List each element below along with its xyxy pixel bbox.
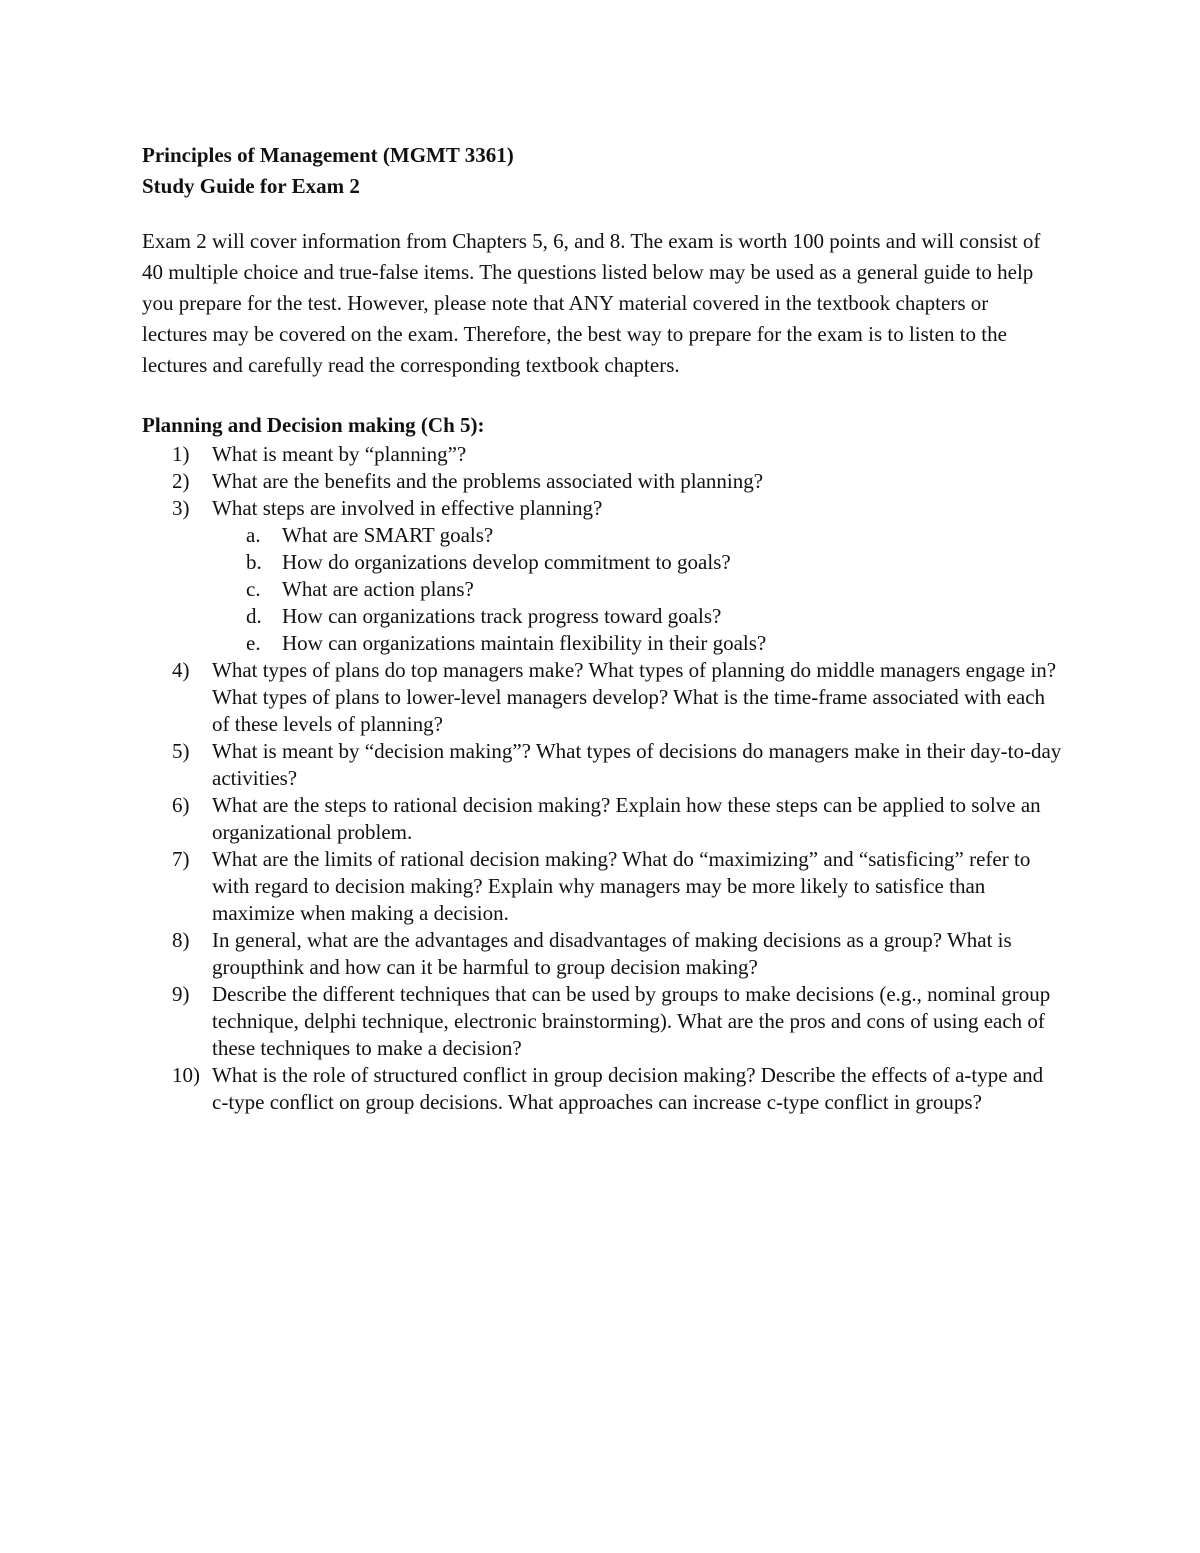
subquestion-item (142, 576, 1062, 603)
question-item (142, 846, 1062, 927)
question-text: What is meant by “planning”? (212, 442, 467, 466)
subquestion-letter: b. (246, 550, 262, 574)
question-item (142, 792, 1062, 846)
question-text: In general, what are the advantages and disadvantages of making decisions as a group? What is groupthink and how can it be harmful to group decision making? (212, 928, 1012, 979)
question-number: 3) (172, 496, 190, 520)
subquestion-text: What are action plans? (282, 577, 474, 601)
question-item (142, 738, 1062, 792)
subquestion-text: What are SMART goals? (282, 523, 494, 547)
question-text: What types of plans do top managers make? What types of planning do middle managers engage in? What types of plans to lower-level managers develop? What is the time-frame associated with each of these levels of planning? (212, 658, 1057, 736)
question-item (142, 495, 1062, 657)
intro-paragraph: Exam 2 will cover information from Chapters 5, 6, and 8. The exam is worth 100 points and will consist of 40 multiple choice and true-false items. The questions listed below may be used as a general guide to help you prepare for the test. However, please note that ANY material covered in the textbook chapters or lectures may be covered on the exam. Therefore, the best way to prepare for the exam is to listen to the lectures and carefully read the corresponding textbook chapters. (142, 229, 1041, 377)
subquestion-item (142, 522, 1062, 549)
subquestion-text: How can organizations maintain flexibility in their goals? (282, 631, 767, 655)
subquestion-item (142, 603, 1062, 630)
question-text: What are the benefits and the problems associated with planning? (212, 469, 764, 493)
question-number: 8) (172, 928, 190, 952)
question-number: 6) (172, 793, 190, 817)
question-text: Describe the different techniques that can be used by groups to make decisions (e.g., nominal group technique, delphi technique, electronic brainstorming). What are the pros and cons of using each of these techniques to make a decision? (212, 982, 1051, 1060)
subquestion-letter: d. (246, 604, 262, 628)
question-text: What steps are involved in effective planning? (212, 496, 603, 520)
course-title: Principles of Management (MGMT 3361) (142, 143, 514, 167)
subquestion-item (142, 630, 1062, 657)
question-list (142, 441, 1062, 1116)
question-item (142, 927, 1062, 981)
question-text: What is meant by “decision making”? What types of decisions do managers make in their day-to-day activities? (212, 739, 1062, 790)
question-item (142, 1062, 1062, 1116)
subquestion-text: How do organizations develop commitment to goals? (282, 550, 731, 574)
question-number: 2) (172, 469, 190, 493)
question-number: 5) (172, 739, 190, 763)
subquestion-list (212, 522, 1062, 657)
question-text: What are the limits of rational decision making? What do “maximizing” and “satisficing” refer to with regard to decision making? Explain why managers may be more likely to satisfice than maximize when making a decision. (212, 847, 1031, 925)
question-item (142, 468, 1062, 495)
question-number: 4) (172, 658, 190, 682)
guide-title: Study Guide for Exam 2 (142, 174, 360, 198)
question-item (142, 657, 1062, 738)
subquestion-item (142, 549, 1062, 576)
subquestion-letter: a. (246, 523, 261, 547)
subquestion-letter: c. (246, 577, 261, 601)
question-number: 9) (172, 982, 190, 1006)
question-item (142, 441, 1062, 468)
document-page (142, 140, 1062, 1116)
question-text: What are the steps to rational decision making? Explain how these steps can be applied to solve an organizational problem. (212, 793, 1041, 844)
section-heading: Planning and Decision making (Ch 5): (142, 413, 485, 437)
subquestion-text: How can organizations track progress toward goals? (282, 604, 722, 628)
subquestion-letter: e. (246, 631, 261, 655)
question-item (142, 981, 1062, 1062)
question-number: 1) (172, 442, 190, 466)
question-number: 10) (172, 1063, 200, 1087)
question-number: 7) (172, 847, 190, 871)
question-text: What is the role of structured conflict in group decision making? Describe the effects of a-type and c-type conflict on group decisions. What approaches can increase c-type conflict in groups? (212, 1063, 1044, 1114)
